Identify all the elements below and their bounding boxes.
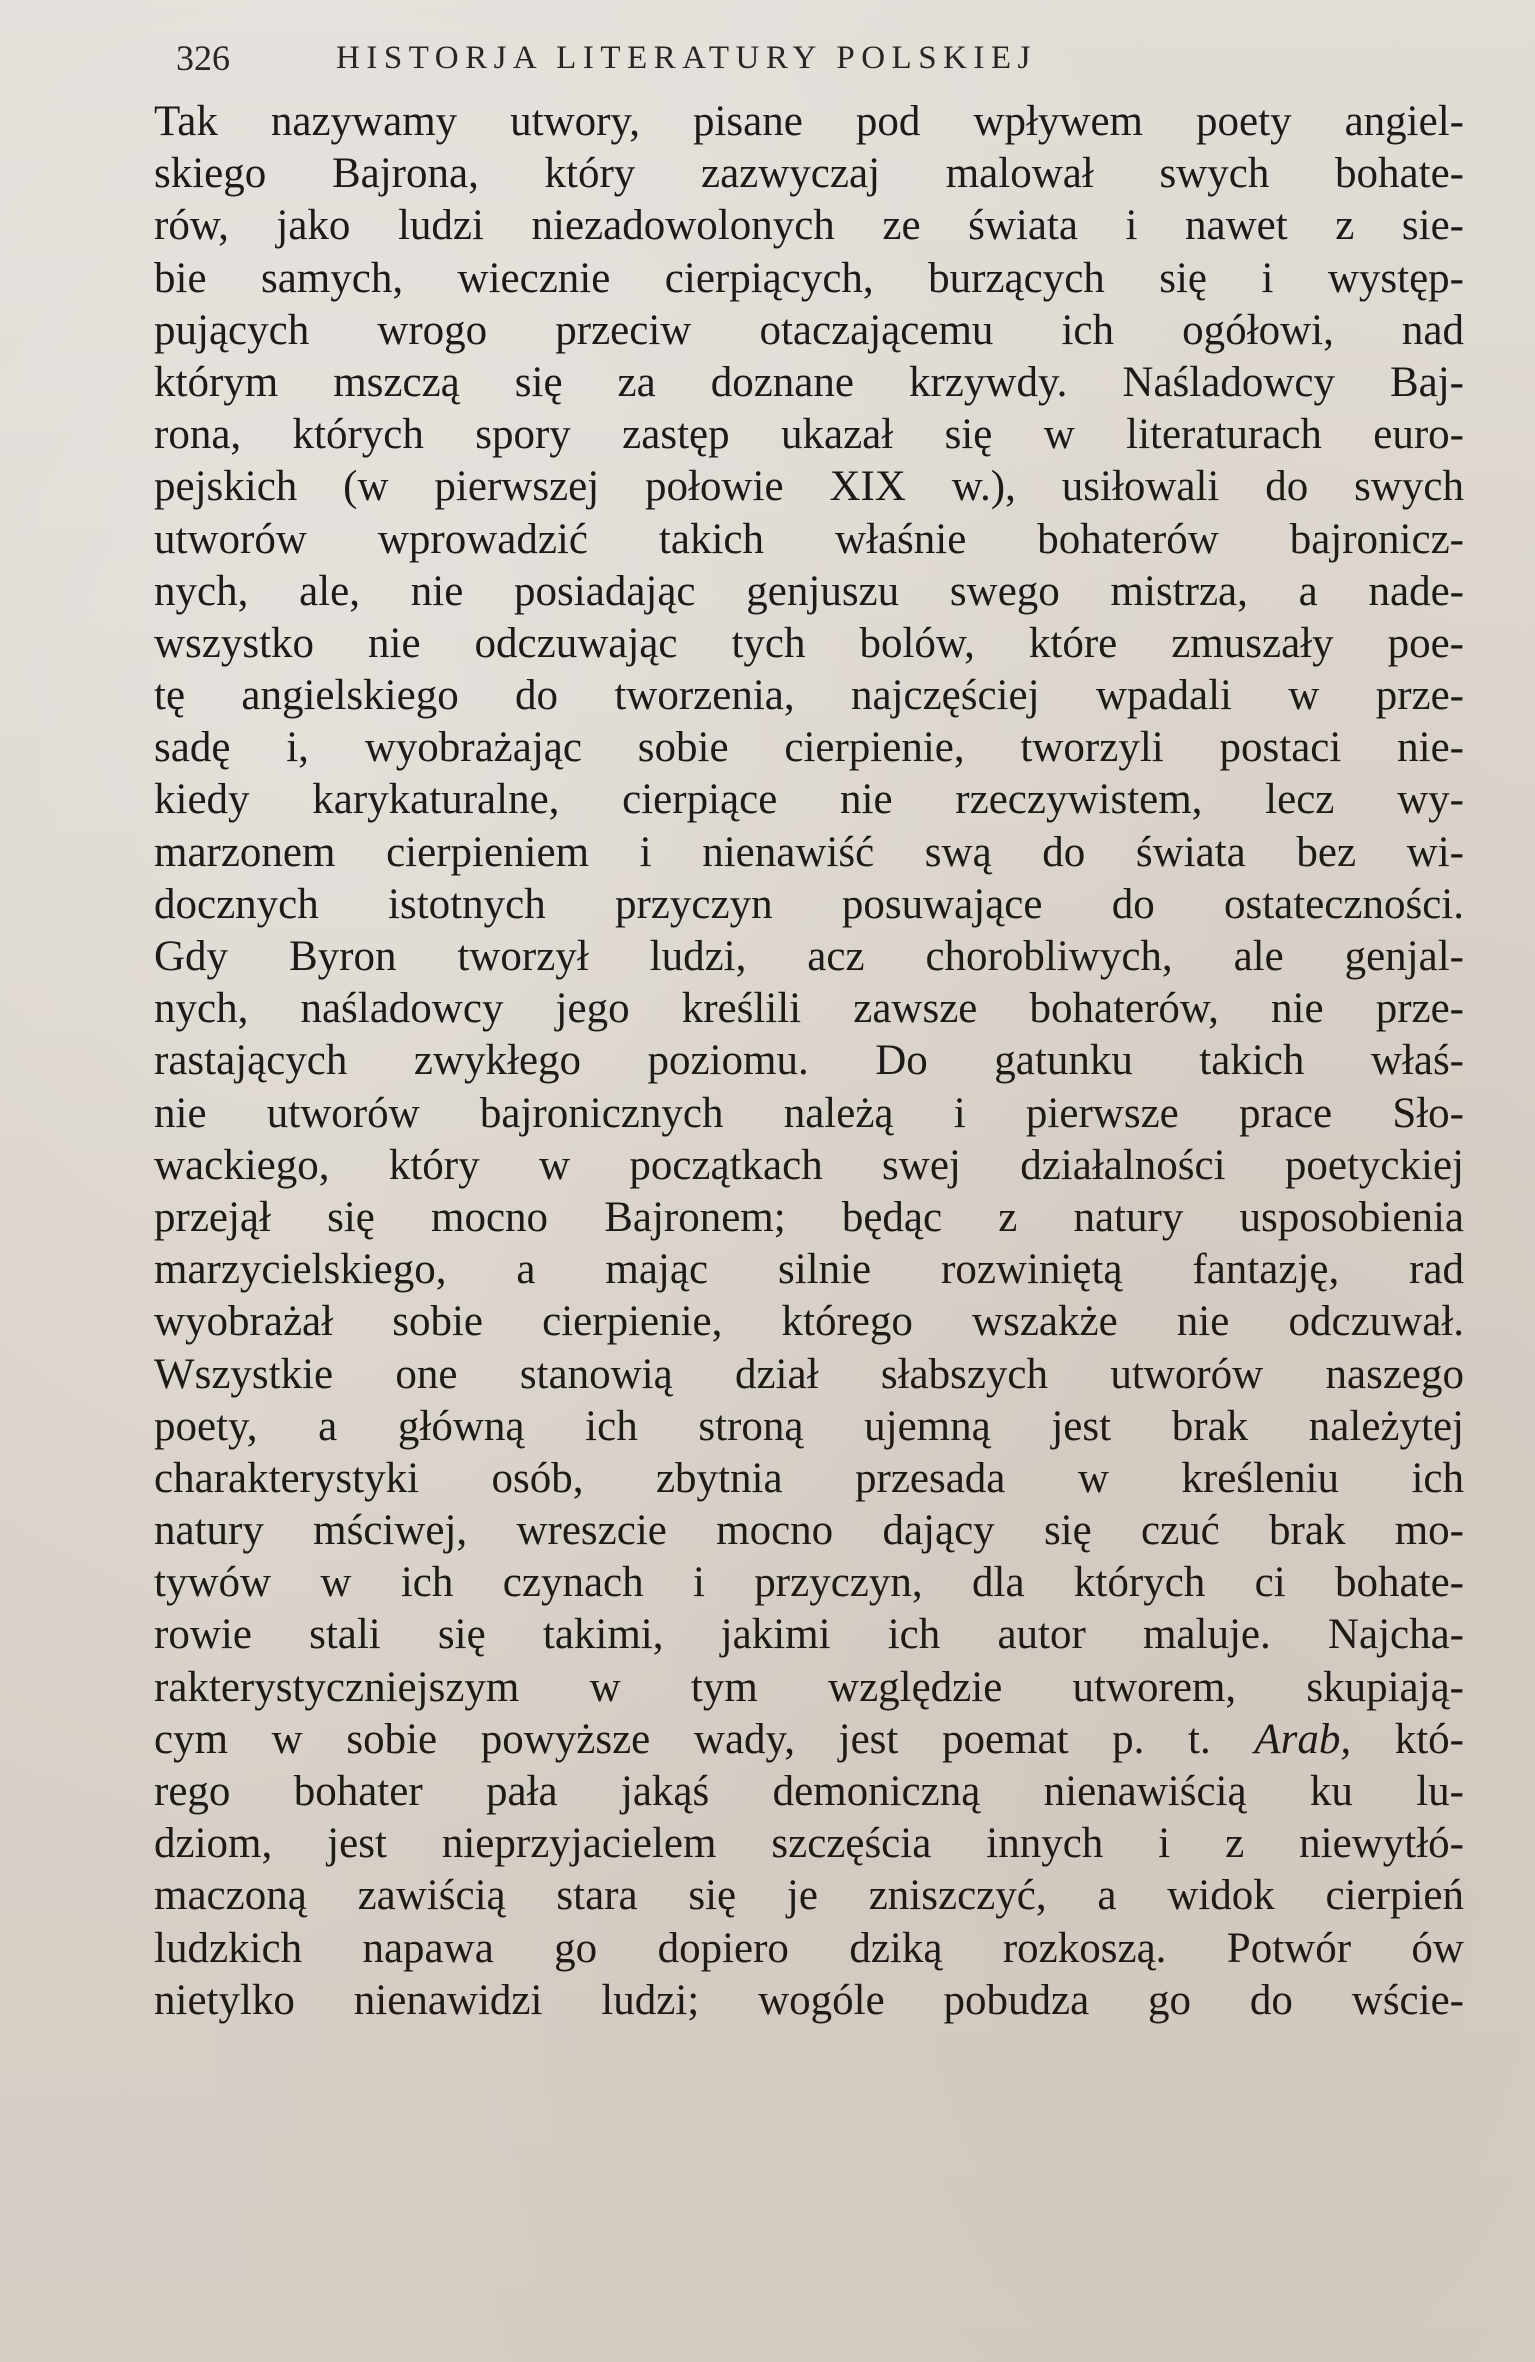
text-line: kiedy karykaturalne, cierpiące nie rzeczywistem, lecz wy-	[154, 776, 1464, 824]
text-line-tail: któ-	[1394, 1715, 1464, 1763]
text-line-with-title	[154, 1714, 1464, 1766]
text-line: marzonem cierpieniem i nienawiść swą do świata bez wi-	[154, 828, 1464, 876]
text-line-lead: cym w sobie powyższe wady, jest poemat p. t.	[154, 1715, 1211, 1763]
text-line: przejął się mocno Bajronem; będąc z natury usposobienia	[154, 1193, 1464, 1241]
page-number: 326	[176, 38, 230, 78]
text-line: rego bohater pała jakąś demoniczną nienawiścią ku lu-	[154, 1768, 1464, 1815]
text-line: dziom, jest nieprzyjacielem szczęścia innych i z niewytłó-	[154, 1820, 1464, 1868]
text-line: wyobrażał sobie cierpienie, którego wszakże nie odczuwał.	[154, 1298, 1464, 1346]
text-line: wackiego, który w początkach swej działalności poetyckiej	[154, 1141, 1464, 1189]
text-line: rastających zwykłego poziomu. Do gatunku takich właś-	[154, 1037, 1464, 1085]
work-title-arab: Arab,	[1254, 1715, 1352, 1763]
text-line: nie utworów bajronicznych należą i pierwsze prace Sło-	[154, 1089, 1464, 1137]
text-line: natury mściwej, wreszcie mocno dający się czuć brak mo-	[154, 1507, 1464, 1555]
text-line: pejskich (w pierwszej połowie XIX w.), usiłowali do swych	[154, 463, 1464, 511]
text-line: wszystko nie odczuwając tych bolów, które zmuszały poe-	[154, 619, 1464, 667]
text-line: marzycielskiego, a mając silnie rozwiniętą fantazję, rad	[154, 1246, 1464, 1294]
text-line: rakterystyczniejszym w tym względzie utworem, skupiają-	[154, 1663, 1464, 1711]
text-line: skiego Bajrona, który zazwyczaj malował swych bohate-	[154, 150, 1464, 198]
text-line: tę angielskiego do tworzenia, najczęściej wpadali w prze-	[154, 672, 1464, 720]
text-line: charakterystyki osób, zbytnia przesada w kreśleniu ich	[154, 1454, 1464, 1502]
text-line: sadę i, wyobrażając sobie cierpienie, tworzyli postaci nie-	[154, 724, 1464, 772]
running-head: HISTORJA LITERATURY POLSKIEJ	[336, 39, 1037, 76]
text-line: bie samych, wiecznie cierpiących, burzących się i występ-	[154, 254, 1464, 302]
text-line: docznych istotnych przyczyn posuwające do ostateczności.	[154, 880, 1464, 928]
text-line: rona, których spory zastęp ukazał się w literaturach euro-	[154, 411, 1464, 459]
text-line: utworów wprowadzić takich właśnie bohaterów bajronicz-	[154, 515, 1464, 563]
text-line: pujących wrogo przeciw otaczającemu ich ogółowi, nad	[154, 306, 1464, 354]
text-line: Gdy Byron tworzył ludzi, acz chorobliwych, ale genjal-	[154, 933, 1464, 980]
text-line: Wszystkie one stanowią dział słabszych utworów naszego	[154, 1350, 1464, 1398]
text-line: rów, jako ludzi niezadowolonych ze świata i nawet z sie-	[154, 202, 1464, 250]
text-line: rowie stali się takimi, jakimi ich autor maluje. Najcha-	[154, 1611, 1464, 1659]
text-line: tywów w ich czynach i przyczyn, dla których ci bohate-	[154, 1559, 1464, 1607]
page-header	[176, 30, 1386, 86]
text-line: nych, naśladowcy jego kreślili zawsze bohaterów, nie prze-	[154, 985, 1464, 1033]
text-line: maczoną zawiścią stara się je zniszczyć, a widok cierpień	[154, 1872, 1464, 1920]
text-line: którym mszczą się za doznane krzywdy. Naśladowcy Baj-	[154, 358, 1464, 406]
text-line: Tak nazywamy utwory, pisane pod wpływem poety angiel-	[154, 98, 1464, 145]
body-text	[154, 96, 1464, 2027]
text-line: nietylko nienawidzi ludzi; wogóle pobudza go do wście-	[154, 1976, 1464, 2024]
text-line: poety, a główną ich stroną ujemną jest brak należytej	[154, 1402, 1464, 1450]
text-line: nych, ale, nie posiadając genjuszu swego mistrza, a nade-	[154, 567, 1464, 615]
text-line: ludzkich napawa go dopiero dziką rozkoszą. Potwór ów	[154, 1924, 1464, 1972]
